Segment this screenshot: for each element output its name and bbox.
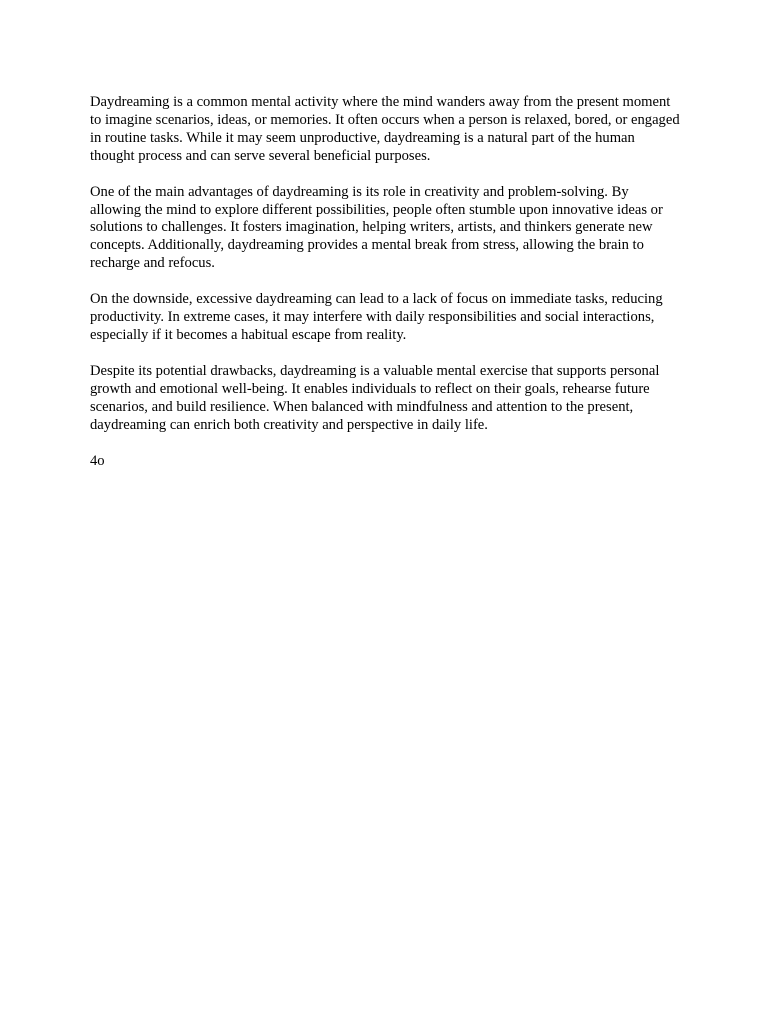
paragraph-trailing-note: 4o [90,452,105,469]
paragraph-intro: Daydreaming is a common mental activity where the mind wanders away from the present moment to imagine scenarios, ideas, or memories. It often occurs when a person is relaxed, bored, or engaged in routine tasks. While it may seem unproductive, daydreaming is a natural part of the human thought process and can serve several beneficial purposes. [90,94,680,164]
paragraph-conclusion: Despite its potential drawbacks, daydreaming is a valuable mental exercise that supports personal growth and emotional well-being. It enables individuals to reflect on their goals, rehearse future scenarios, and build resilience. When balanced with mindfulness and attention to the present, daydreaming can enrich both creativity and perspective in daily life. [90,362,660,433]
document-body [90,94,682,470]
paragraph-advantages: One of the main advantages of daydreaming is its role in creativity and problem-solving. By allowing the mind to explore different possibilities, people often stumble upon innovative ideas or solutions to challenges. It fosters imagination, helping writers, artists, and thinkers generate new concepts. Additionally, daydreaming provides a mental break from stress, allowing the brain to recharge and refocus. [90,183,663,272]
paragraph-downside: On the downside, excessive daydreaming can lead to a lack of focus on immediate tasks, reducing productivity. In extreme cases, it may interfere with daily responsibilities and social interactions, especially if it becomes a habitual escape from reality. [90,291,663,343]
